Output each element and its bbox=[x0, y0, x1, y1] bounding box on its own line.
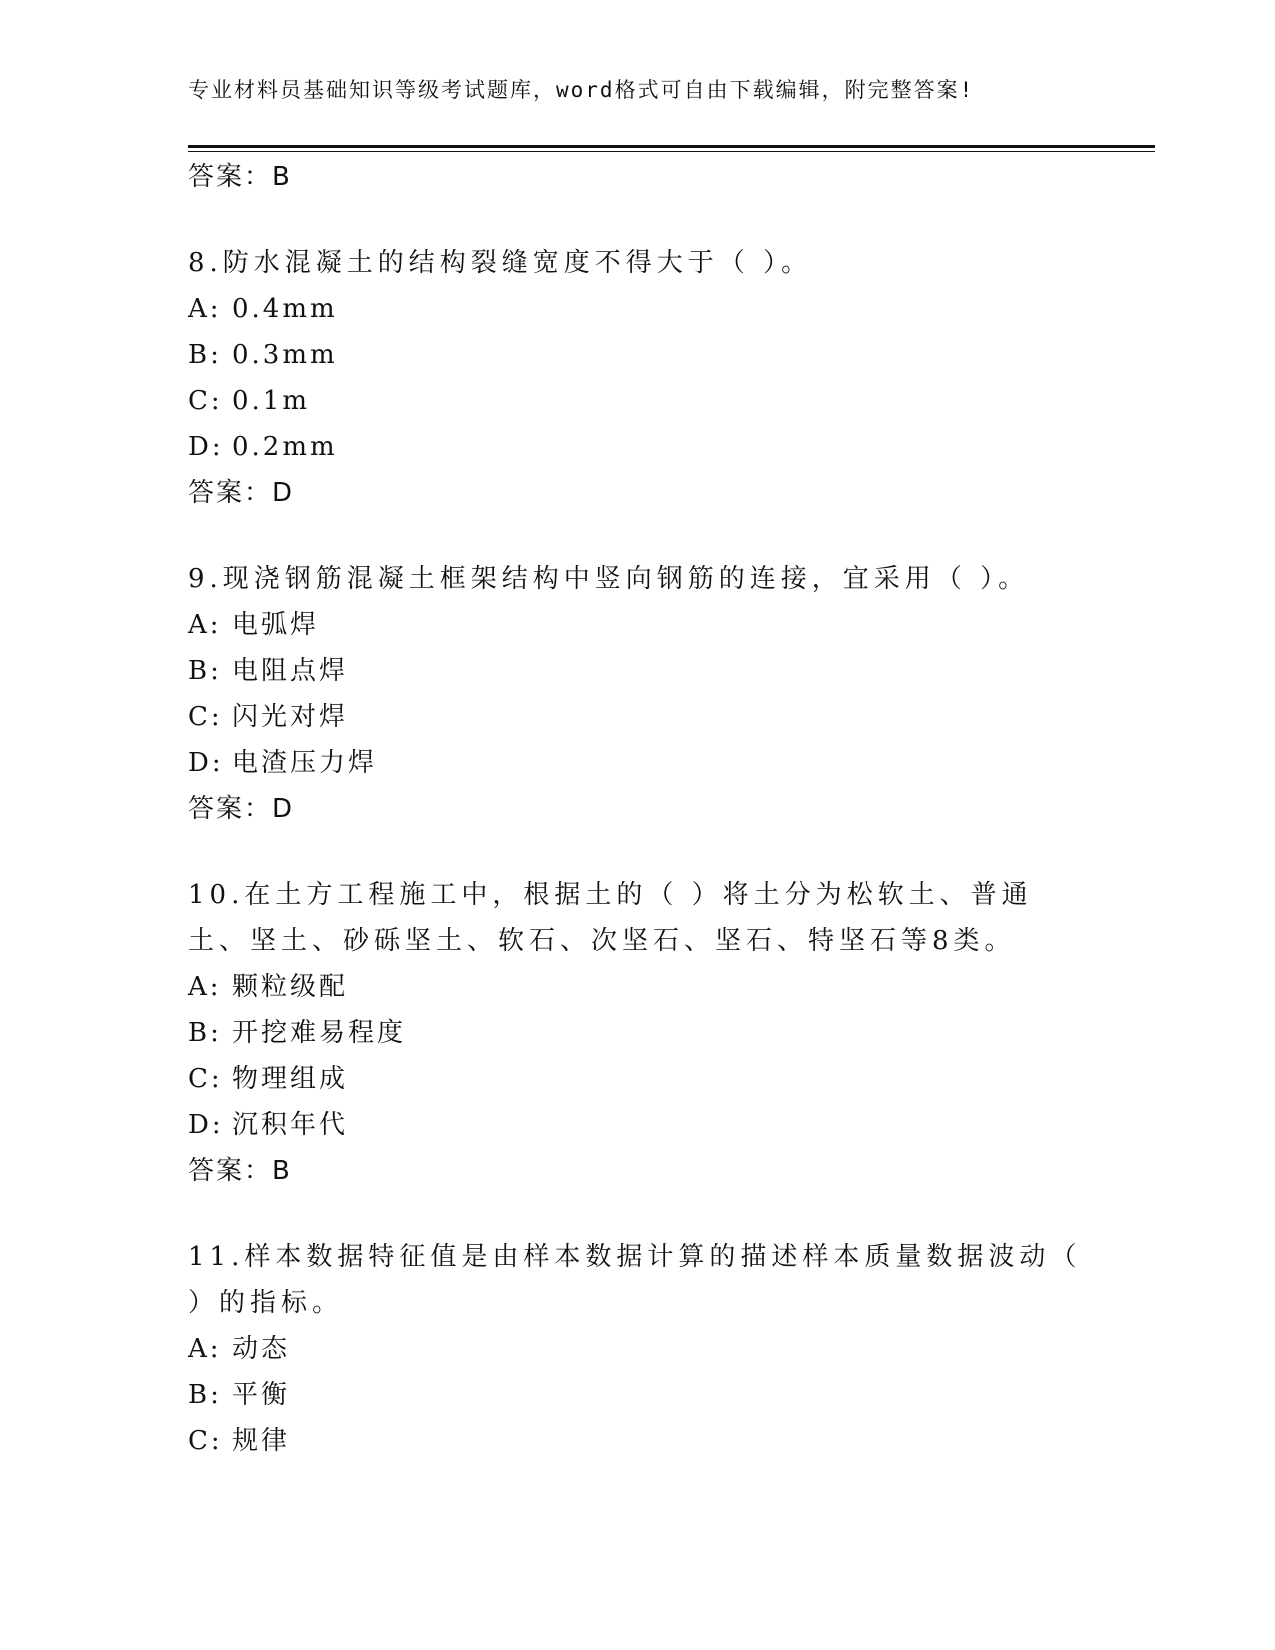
option-a bbox=[188, 1326, 1088, 1372]
option-letter: B: bbox=[188, 656, 222, 686]
question-list bbox=[188, 154, 1088, 1464]
option-letter: C: bbox=[188, 702, 223, 732]
question-stem: 11.样本数据特征值是由样本数据计算的描述样本质量数据波动（ ）的指标。 bbox=[188, 1242, 1082, 1318]
question-8 bbox=[188, 240, 1088, 516]
option-text: 颗粒级配 bbox=[232, 972, 349, 1002]
option-letter: C: bbox=[188, 1064, 223, 1094]
option-letter: B: bbox=[188, 1018, 222, 1048]
option-text: 规律 bbox=[232, 1426, 291, 1456]
option-b bbox=[188, 648, 1088, 694]
option-letter: B: bbox=[188, 340, 222, 370]
option-text: 电弧焊 bbox=[232, 610, 320, 640]
answer-line: 答案：D bbox=[188, 794, 295, 824]
option-letter: C: bbox=[188, 1426, 223, 1456]
option-b bbox=[188, 332, 1088, 378]
option-a bbox=[188, 964, 1088, 1010]
question-11 bbox=[188, 1234, 1088, 1464]
answer-line: 答案：B bbox=[188, 162, 292, 192]
option-letter: D: bbox=[188, 1110, 224, 1140]
option-letter: A: bbox=[188, 972, 222, 1002]
option-d bbox=[188, 740, 1088, 786]
option-d bbox=[188, 424, 1088, 470]
header-rule-thick bbox=[188, 145, 1155, 148]
option-letter: A: bbox=[188, 1334, 222, 1364]
question-10 bbox=[188, 872, 1088, 1194]
option-text: 物理组成 bbox=[232, 1064, 349, 1094]
option-c bbox=[188, 1056, 1088, 1102]
option-text: 0.2mm bbox=[232, 432, 338, 462]
option-text: 开挖难易程度 bbox=[232, 1018, 407, 1048]
answer-line: 答案：D bbox=[188, 478, 295, 508]
option-text: 沉积年代 bbox=[232, 1110, 349, 1140]
answer-line: 答案：B bbox=[188, 1156, 292, 1186]
option-a bbox=[188, 602, 1088, 648]
option-letter: A: bbox=[188, 610, 222, 640]
option-text: 0.4mm bbox=[232, 294, 338, 324]
question-stem: 9.现浇钢筋混凝土框架结构中竖向钢筋的连接，宜采用（ ）。 bbox=[188, 564, 1030, 594]
option-text: 0.3mm bbox=[232, 340, 338, 370]
option-text: 平衡 bbox=[232, 1380, 291, 1410]
option-text: 闪光对焊 bbox=[232, 702, 349, 732]
option-letter: A: bbox=[188, 294, 222, 324]
page-header: 专业材料员基础知识等级考试题库，word格式可自由下载编辑，附完整答案! bbox=[188, 78, 975, 102]
option-c bbox=[188, 1418, 1088, 1464]
option-a bbox=[188, 286, 1088, 332]
option-text: 0.1m bbox=[232, 386, 311, 416]
option-d bbox=[188, 1102, 1088, 1148]
option-text: 电渣压力焊 bbox=[232, 748, 378, 778]
header-rule-thin bbox=[188, 151, 1155, 152]
option-b bbox=[188, 1010, 1088, 1056]
option-c bbox=[188, 694, 1088, 740]
question-stem: 10.在土方工程施工中，根据土的（ ）将土分为松软土、普通土、坚土、砂砾坚土、软石、次坚石、坚石、特坚石等8类。 bbox=[188, 880, 1033, 956]
option-letter: D: bbox=[188, 432, 224, 462]
option-letter: C: bbox=[188, 386, 223, 416]
option-b bbox=[188, 1372, 1088, 1418]
option-letter: D: bbox=[188, 748, 224, 778]
question-stem: 8.防水混凝土的结构裂缝宽度不得大于（ ）。 bbox=[188, 248, 813, 278]
option-text: 电阻点焊 bbox=[232, 656, 349, 686]
option-letter: B: bbox=[188, 1380, 222, 1410]
option-c bbox=[188, 378, 1088, 424]
question-9 bbox=[188, 556, 1088, 832]
option-text: 动态 bbox=[232, 1334, 291, 1364]
